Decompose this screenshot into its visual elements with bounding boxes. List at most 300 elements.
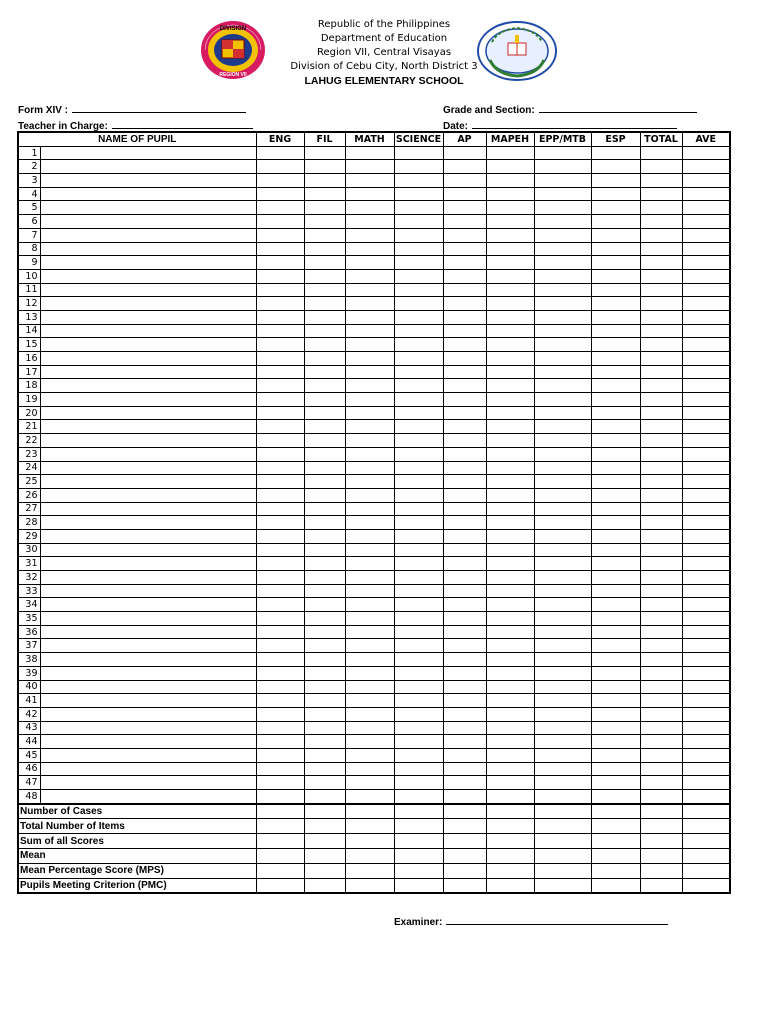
score-cell[interactable] xyxy=(682,269,730,283)
pupil-name-cell[interactable] xyxy=(40,529,256,543)
pupil-name-cell[interactable] xyxy=(40,146,256,160)
score-cell[interactable] xyxy=(256,338,304,352)
score-cell[interactable] xyxy=(394,707,443,721)
score-cell[interactable] xyxy=(591,680,640,694)
summary-cell[interactable] xyxy=(394,834,443,849)
score-cell[interactable] xyxy=(345,365,394,379)
score-cell[interactable] xyxy=(345,639,394,653)
score-cell[interactable] xyxy=(534,297,591,311)
score-cell[interactable] xyxy=(443,201,486,215)
score-cell[interactable] xyxy=(486,461,534,475)
score-cell[interactable] xyxy=(682,529,730,543)
score-cell[interactable] xyxy=(682,447,730,461)
score-cell[interactable] xyxy=(640,174,682,188)
score-cell[interactable] xyxy=(640,324,682,338)
pupil-name-cell[interactable] xyxy=(40,269,256,283)
score-cell[interactable] xyxy=(682,434,730,448)
score-cell[interactable] xyxy=(534,543,591,557)
score-cell[interactable] xyxy=(591,625,640,639)
score-cell[interactable] xyxy=(345,735,394,749)
score-cell[interactable] xyxy=(591,612,640,626)
score-cell[interactable] xyxy=(682,625,730,639)
score-cell[interactable] xyxy=(256,215,304,229)
score-cell[interactable] xyxy=(682,283,730,297)
score-cell[interactable] xyxy=(534,379,591,393)
score-cell[interactable] xyxy=(640,461,682,475)
score-cell[interactable] xyxy=(304,721,345,735)
score-cell[interactable] xyxy=(640,557,682,571)
score-cell[interactable] xyxy=(486,543,534,557)
score-cell[interactable] xyxy=(486,228,534,242)
score-cell[interactable] xyxy=(345,352,394,366)
summary-cell[interactable] xyxy=(256,834,304,849)
score-cell[interactable] xyxy=(394,680,443,694)
score-cell[interactable] xyxy=(256,543,304,557)
score-cell[interactable] xyxy=(394,488,443,502)
score-cell[interactable] xyxy=(534,174,591,188)
score-cell[interactable] xyxy=(534,242,591,256)
score-cell[interactable] xyxy=(640,434,682,448)
score-cell[interactable] xyxy=(345,187,394,201)
score-cell[interactable] xyxy=(345,707,394,721)
score-cell[interactable] xyxy=(682,461,730,475)
pupil-name-cell[interactable] xyxy=(40,187,256,201)
score-cell[interactable] xyxy=(640,598,682,612)
score-cell[interactable] xyxy=(682,639,730,653)
score-cell[interactable] xyxy=(591,352,640,366)
score-cell[interactable] xyxy=(443,379,486,393)
score-cell[interactable] xyxy=(640,146,682,160)
score-cell[interactable] xyxy=(345,447,394,461)
score-cell[interactable] xyxy=(486,447,534,461)
score-cell[interactable] xyxy=(640,160,682,174)
score-cell[interactable] xyxy=(591,160,640,174)
score-cell[interactable] xyxy=(256,721,304,735)
score-cell[interactable] xyxy=(304,228,345,242)
score-cell[interactable] xyxy=(443,625,486,639)
score-cell[interactable] xyxy=(534,666,591,680)
score-cell[interactable] xyxy=(591,516,640,530)
score-cell[interactable] xyxy=(486,256,534,270)
summary-cell[interactable] xyxy=(486,878,534,893)
score-cell[interactable] xyxy=(640,420,682,434)
score-cell[interactable] xyxy=(640,680,682,694)
score-cell[interactable] xyxy=(345,215,394,229)
score-cell[interactable] xyxy=(394,529,443,543)
score-cell[interactable] xyxy=(345,420,394,434)
score-cell[interactable] xyxy=(640,447,682,461)
score-cell[interactable] xyxy=(640,762,682,776)
score-cell[interactable] xyxy=(443,488,486,502)
score-cell[interactable] xyxy=(304,488,345,502)
score-cell[interactable] xyxy=(486,365,534,379)
summary-cell[interactable] xyxy=(256,819,304,834)
score-cell[interactable] xyxy=(640,242,682,256)
score-cell[interactable] xyxy=(682,776,730,790)
pupil-name-cell[interactable] xyxy=(40,707,256,721)
score-cell[interactable] xyxy=(534,612,591,626)
summary-cell[interactable] xyxy=(394,878,443,893)
score-cell[interactable] xyxy=(304,707,345,721)
score-cell[interactable] xyxy=(394,639,443,653)
score-cell[interactable] xyxy=(534,516,591,530)
score-cell[interactable] xyxy=(345,310,394,324)
score-cell[interactable] xyxy=(486,187,534,201)
score-cell[interactable] xyxy=(486,653,534,667)
score-cell[interactable] xyxy=(640,707,682,721)
score-cell[interactable] xyxy=(304,529,345,543)
score-cell[interactable] xyxy=(534,228,591,242)
score-cell[interactable] xyxy=(591,543,640,557)
score-cell[interactable] xyxy=(304,776,345,790)
score-cell[interactable] xyxy=(345,324,394,338)
pupil-name-cell[interactable] xyxy=(40,475,256,489)
score-cell[interactable] xyxy=(486,598,534,612)
score-cell[interactable] xyxy=(486,762,534,776)
score-cell[interactable] xyxy=(534,201,591,215)
score-cell[interactable] xyxy=(304,269,345,283)
pupil-name-cell[interactable] xyxy=(40,571,256,585)
score-cell[interactable] xyxy=(256,571,304,585)
pupil-name-cell[interactable] xyxy=(40,434,256,448)
score-cell[interactable] xyxy=(443,310,486,324)
score-cell[interactable] xyxy=(486,352,534,366)
score-cell[interactable] xyxy=(256,324,304,338)
score-cell[interactable] xyxy=(394,543,443,557)
form-number-line[interactable] xyxy=(72,103,246,113)
score-cell[interactable] xyxy=(682,215,730,229)
score-cell[interactable] xyxy=(640,571,682,585)
teacher-line[interactable] xyxy=(112,119,253,129)
score-cell[interactable] xyxy=(534,393,591,407)
score-cell[interactable] xyxy=(534,529,591,543)
pupil-name-cell[interactable] xyxy=(40,790,256,804)
score-cell[interactable] xyxy=(640,475,682,489)
summary-cell[interactable] xyxy=(534,804,591,819)
score-cell[interactable] xyxy=(394,557,443,571)
score-cell[interactable] xyxy=(486,694,534,708)
pupil-name-cell[interactable] xyxy=(40,557,256,571)
score-cell[interactable] xyxy=(345,297,394,311)
score-cell[interactable] xyxy=(256,694,304,708)
score-cell[interactable] xyxy=(443,502,486,516)
score-cell[interactable] xyxy=(345,146,394,160)
score-cell[interactable] xyxy=(443,283,486,297)
score-cell[interactable] xyxy=(591,598,640,612)
score-cell[interactable] xyxy=(256,666,304,680)
score-cell[interactable] xyxy=(682,379,730,393)
score-cell[interactable] xyxy=(256,790,304,804)
score-cell[interactable] xyxy=(534,215,591,229)
score-cell[interactable] xyxy=(682,557,730,571)
score-cell[interactable] xyxy=(591,762,640,776)
summary-cell[interactable] xyxy=(345,819,394,834)
score-cell[interactable] xyxy=(256,283,304,297)
pupil-name-cell[interactable] xyxy=(40,625,256,639)
score-cell[interactable] xyxy=(443,297,486,311)
pupil-name-cell[interactable] xyxy=(40,201,256,215)
score-cell[interactable] xyxy=(443,228,486,242)
score-cell[interactable] xyxy=(486,516,534,530)
score-cell[interactable] xyxy=(486,324,534,338)
score-cell[interactable] xyxy=(443,680,486,694)
score-cell[interactable] xyxy=(640,215,682,229)
score-cell[interactable] xyxy=(345,721,394,735)
score-cell[interactable] xyxy=(534,557,591,571)
score-cell[interactable] xyxy=(304,434,345,448)
summary-cell[interactable] xyxy=(486,863,534,878)
pupil-name-cell[interactable] xyxy=(40,256,256,270)
score-cell[interactable] xyxy=(256,228,304,242)
score-cell[interactable] xyxy=(256,529,304,543)
summary-cell[interactable] xyxy=(591,834,640,849)
score-cell[interactable] xyxy=(304,790,345,804)
pupil-name-cell[interactable] xyxy=(40,543,256,557)
score-cell[interactable] xyxy=(394,324,443,338)
score-cell[interactable] xyxy=(486,146,534,160)
score-cell[interactable] xyxy=(256,146,304,160)
score-cell[interactable] xyxy=(640,406,682,420)
score-cell[interactable] xyxy=(534,447,591,461)
score-cell[interactable] xyxy=(345,776,394,790)
score-cell[interactable] xyxy=(443,352,486,366)
summary-cell[interactable] xyxy=(345,863,394,878)
examiner-line[interactable] xyxy=(446,915,668,925)
score-cell[interactable] xyxy=(304,297,345,311)
summary-cell[interactable] xyxy=(534,863,591,878)
pupil-name-cell[interactable] xyxy=(40,228,256,242)
score-cell[interactable] xyxy=(591,228,640,242)
summary-cell[interactable] xyxy=(640,834,682,849)
score-cell[interactable] xyxy=(486,269,534,283)
score-cell[interactable] xyxy=(534,598,591,612)
summary-cell[interactable] xyxy=(534,849,591,864)
score-cell[interactable] xyxy=(486,160,534,174)
score-cell[interactable] xyxy=(345,269,394,283)
score-cell[interactable] xyxy=(443,447,486,461)
score-cell[interactable] xyxy=(591,310,640,324)
score-cell[interactable] xyxy=(304,187,345,201)
score-cell[interactable] xyxy=(591,283,640,297)
score-cell[interactable] xyxy=(345,393,394,407)
score-cell[interactable] xyxy=(443,215,486,229)
summary-cell[interactable] xyxy=(443,834,486,849)
score-cell[interactable] xyxy=(534,406,591,420)
summary-cell[interactable] xyxy=(394,819,443,834)
score-cell[interactable] xyxy=(591,365,640,379)
score-cell[interactable] xyxy=(534,735,591,749)
score-cell[interactable] xyxy=(640,790,682,804)
summary-cell[interactable] xyxy=(591,819,640,834)
score-cell[interactable] xyxy=(682,762,730,776)
score-cell[interactable] xyxy=(394,721,443,735)
score-cell[interactable] xyxy=(640,735,682,749)
score-cell[interactable] xyxy=(443,790,486,804)
score-cell[interactable] xyxy=(443,475,486,489)
summary-cell[interactable] xyxy=(304,878,345,893)
score-cell[interactable] xyxy=(394,625,443,639)
score-cell[interactable] xyxy=(591,338,640,352)
score-cell[interactable] xyxy=(682,365,730,379)
score-cell[interactable] xyxy=(640,694,682,708)
score-cell[interactable] xyxy=(394,146,443,160)
score-cell[interactable] xyxy=(443,694,486,708)
score-cell[interactable] xyxy=(443,666,486,680)
score-cell[interactable] xyxy=(486,434,534,448)
summary-cell[interactable] xyxy=(345,834,394,849)
pupil-name-cell[interactable] xyxy=(40,338,256,352)
summary-cell[interactable] xyxy=(591,849,640,864)
summary-cell[interactable] xyxy=(486,834,534,849)
score-cell[interactable] xyxy=(256,269,304,283)
score-cell[interactable] xyxy=(640,502,682,516)
score-cell[interactable] xyxy=(256,406,304,420)
score-cell[interactable] xyxy=(443,707,486,721)
score-cell[interactable] xyxy=(534,584,591,598)
score-cell[interactable] xyxy=(443,653,486,667)
score-cell[interactable] xyxy=(682,201,730,215)
score-cell[interactable] xyxy=(443,612,486,626)
score-cell[interactable] xyxy=(534,639,591,653)
score-cell[interactable] xyxy=(394,215,443,229)
summary-cell[interactable] xyxy=(256,804,304,819)
score-cell[interactable] xyxy=(304,310,345,324)
score-cell[interactable] xyxy=(345,201,394,215)
score-cell[interactable] xyxy=(304,215,345,229)
score-cell[interactable] xyxy=(640,393,682,407)
pupil-name-cell[interactable] xyxy=(40,721,256,735)
score-cell[interactable] xyxy=(304,748,345,762)
score-cell[interactable] xyxy=(256,174,304,188)
score-cell[interactable] xyxy=(682,543,730,557)
score-cell[interactable] xyxy=(682,242,730,256)
score-cell[interactable] xyxy=(534,256,591,270)
score-cell[interactable] xyxy=(486,242,534,256)
score-cell[interactable] xyxy=(640,584,682,598)
score-cell[interactable] xyxy=(443,324,486,338)
score-cell[interactable] xyxy=(682,310,730,324)
score-cell[interactable] xyxy=(256,516,304,530)
score-cell[interactable] xyxy=(443,598,486,612)
score-cell[interactable] xyxy=(640,256,682,270)
score-cell[interactable] xyxy=(640,283,682,297)
score-cell[interactable] xyxy=(345,557,394,571)
summary-cell[interactable] xyxy=(345,878,394,893)
score-cell[interactable] xyxy=(591,379,640,393)
score-cell[interactable] xyxy=(534,707,591,721)
score-cell[interactable] xyxy=(591,420,640,434)
summary-cell[interactable] xyxy=(640,878,682,893)
summary-cell[interactable] xyxy=(443,819,486,834)
score-cell[interactable] xyxy=(256,584,304,598)
score-cell[interactable] xyxy=(345,680,394,694)
summary-cell[interactable] xyxy=(640,849,682,864)
score-cell[interactable] xyxy=(345,461,394,475)
score-cell[interactable] xyxy=(443,187,486,201)
pupil-name-cell[interactable] xyxy=(40,297,256,311)
score-cell[interactable] xyxy=(534,790,591,804)
pupil-name-cell[interactable] xyxy=(40,215,256,229)
score-cell[interactable] xyxy=(304,639,345,653)
score-cell[interactable] xyxy=(256,639,304,653)
pupil-name-cell[interactable] xyxy=(40,488,256,502)
score-cell[interactable] xyxy=(640,379,682,393)
summary-cell[interactable] xyxy=(640,804,682,819)
summary-cell[interactable] xyxy=(591,804,640,819)
score-cell[interactable] xyxy=(486,584,534,598)
score-cell[interactable] xyxy=(591,215,640,229)
score-cell[interactable] xyxy=(682,584,730,598)
score-cell[interactable] xyxy=(443,639,486,653)
pupil-name-cell[interactable] xyxy=(40,242,256,256)
score-cell[interactable] xyxy=(682,338,730,352)
score-cell[interactable] xyxy=(534,146,591,160)
score-cell[interactable] xyxy=(591,735,640,749)
score-cell[interactable] xyxy=(443,393,486,407)
summary-cell[interactable] xyxy=(304,834,345,849)
score-cell[interactable] xyxy=(256,365,304,379)
score-cell[interactable] xyxy=(591,461,640,475)
summary-cell[interactable] xyxy=(682,849,730,864)
pupil-name-cell[interactable] xyxy=(40,447,256,461)
pupil-name-cell[interactable] xyxy=(40,762,256,776)
score-cell[interactable] xyxy=(443,434,486,448)
score-cell[interactable] xyxy=(394,269,443,283)
score-cell[interactable] xyxy=(345,160,394,174)
score-cell[interactable] xyxy=(304,174,345,188)
score-cell[interactable] xyxy=(486,612,534,626)
score-cell[interactable] xyxy=(345,748,394,762)
score-cell[interactable] xyxy=(486,639,534,653)
score-cell[interactable] xyxy=(534,420,591,434)
score-cell[interactable] xyxy=(591,529,640,543)
score-cell[interactable] xyxy=(304,160,345,174)
score-cell[interactable] xyxy=(304,516,345,530)
score-cell[interactable] xyxy=(394,776,443,790)
score-cell[interactable] xyxy=(256,762,304,776)
score-cell[interactable] xyxy=(640,748,682,762)
pupil-name-cell[interactable] xyxy=(40,748,256,762)
score-cell[interactable] xyxy=(682,721,730,735)
score-cell[interactable] xyxy=(394,447,443,461)
score-cell[interactable] xyxy=(443,721,486,735)
score-cell[interactable] xyxy=(682,146,730,160)
score-cell[interactable] xyxy=(394,571,443,585)
score-cell[interactable] xyxy=(256,598,304,612)
score-cell[interactable] xyxy=(534,187,591,201)
score-cell[interactable] xyxy=(640,612,682,626)
score-cell[interactable] xyxy=(443,174,486,188)
score-cell[interactable] xyxy=(394,201,443,215)
score-cell[interactable] xyxy=(304,338,345,352)
score-cell[interactable] xyxy=(486,571,534,585)
score-cell[interactable] xyxy=(394,762,443,776)
pupil-name-cell[interactable] xyxy=(40,666,256,680)
score-cell[interactable] xyxy=(682,612,730,626)
pupil-name-cell[interactable] xyxy=(40,680,256,694)
score-cell[interactable] xyxy=(443,406,486,420)
score-cell[interactable] xyxy=(345,434,394,448)
score-cell[interactable] xyxy=(486,406,534,420)
score-cell[interactable] xyxy=(256,475,304,489)
score-cell[interactable] xyxy=(345,488,394,502)
summary-cell[interactable] xyxy=(682,819,730,834)
score-cell[interactable] xyxy=(486,283,534,297)
score-cell[interactable] xyxy=(256,748,304,762)
score-cell[interactable] xyxy=(486,310,534,324)
score-cell[interactable] xyxy=(486,735,534,749)
score-cell[interactable] xyxy=(534,721,591,735)
